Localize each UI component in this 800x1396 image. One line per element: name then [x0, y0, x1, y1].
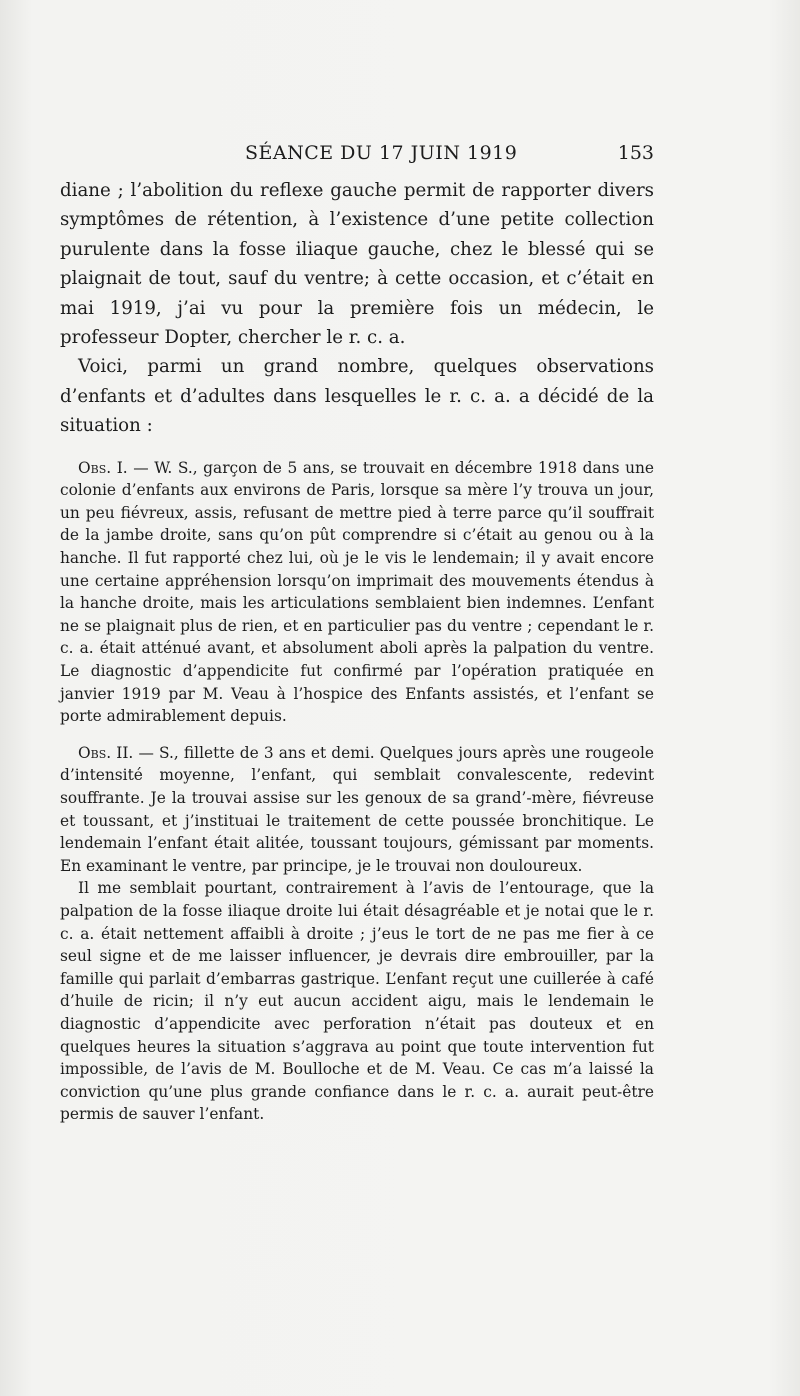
page-number: 153 — [617, 142, 654, 164]
observation-2-continuation: Il me semblait pourtant, contrairement à l’avis de l’entourage, que la palpation de la fosse iliaque droite lui était désagréable et je notai que le r. c. a. était nettement affaibli à droite ; j’eus le tort de ne pas me fier à ce seul signe et de me laisser influencer, je devrais dire embrouiller, par la famille qui parlait d’embarras gastrique. L’enfant reçut une cuillerée à café d’huile de ricin; il n’y eut aucun accident aigu, mais le lendemain le diagnostic d’appendicite avec perforation n’était pas douteux et en quelques heures la situation s’aggrava au point que toute intervention fut impossible, de l’avis de M. Boulloche et de M. Veau. Ce cas m’a laissé la conviction qu’une plus grande confiance dans le r. c. a. aurait peut-être permis de sauver l’enfant. — [60, 879, 654, 1124]
observation-1-text: — W. S., garçon de 5 ans, se trouvait en décembre 1918 dans une colonie d’enfants aux environs de Paris, lorsque sa mère l’y trouva un jour, un peu fiévreux, assis, refusant de mettre pied à terre parce qu’il souffrait de la jambe droite, sans qu’on pût comprendre si c’était au genou ou à la hanche. Il fut rapporté chez lui, où je le vis le lendemain; il y avait encore une certaine appréhension lorsqu’on imprimait des mouvements étendus à la hanche droite, mais les articulations semblaient bien indemnes. L’enfant ne se plaignait plus de rien, et en particulier pas du ventre ; cependant le r. c. a. était atténué avant, et absolument aboli après la palpation du ventre. Le diagnostic d’appendicite fut confirmé par l’opération pratiquée en janvier 1919 par M. Veau à l’hospice des Enfants assistés, et l’enfant se porte admirablement depuis. — [60, 458, 654, 726]
observation-1 — [60, 457, 654, 728]
paragraph-continuation: diane ; l’abolition du reflexe gauche permit de rapporter divers symptômes de rétention, à l’existence d’une petite collection purulente dans la fosse iliaque gauche, chez le blessé qui se plaignait de tout, sauf du ventre; à cette occasion, et c’était en mai 1919, j’ai vu pour la première fois un médecin, le professeur Dopter, chercher le r. c. a. — [60, 180, 654, 349]
running-head: SÉANCE DU 17 JUIN 1919 — [245, 142, 518, 164]
observation-2-label: Obs. II. — [78, 743, 134, 762]
observation-1-label: Obs. I. — [78, 458, 128, 477]
observation-2-text: — S., fillette de 3 ans et demi. Quelques jours après une rougeole d’intensité moyenne, l’enfant, qui semblait convalescente, redevint souffrante. Je la trouvai assise sur les genoux de sa grand’-mère, fiévreuse et toussant, et j’instituai le traitement de cette poussée bronchitique. Le lendemain l’enfant était alitée, toussant toujours, gémissant par moments. En examinant le ventre, par principe, je le trouvai non douloureux. — [60, 743, 654, 875]
observation-2 — [60, 742, 654, 878]
body-text — [60, 176, 654, 1126]
page-header — [60, 142, 654, 170]
paragraph-observations-intro: Voici, parmi un grand nombre, quelques observations d’enfants et d’adultes dans lesquelles le r. c. a. a décidé de la situation : — [60, 356, 654, 437]
